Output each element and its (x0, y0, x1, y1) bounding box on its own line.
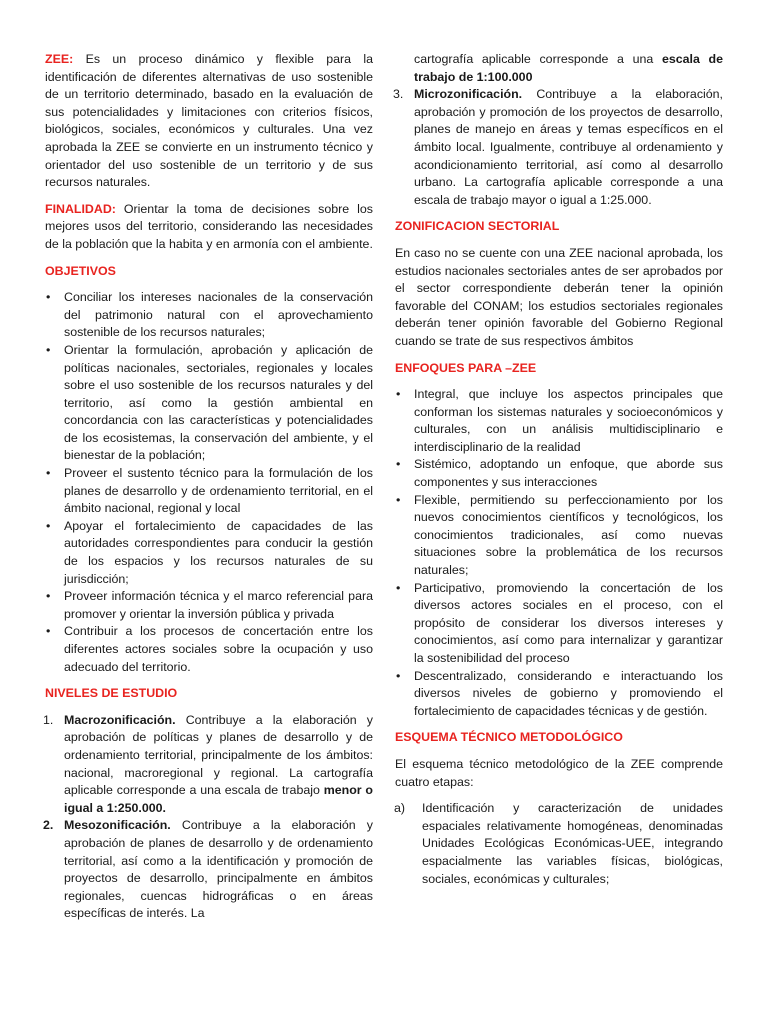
bullet-icon: • (396, 580, 401, 595)
objetivos-list (45, 289, 373, 676)
bullet-icon: • (46, 589, 51, 604)
list-item: • Contribuir a los procesos de concertación entre los diferentes actores sociales sobre la ocupación y uso adecuado del territorio. (46, 624, 373, 674)
list-item: • Proveer información técnica y el marco referencial para promover y orientar la inversión pública y privada (46, 589, 373, 621)
etapas-list (395, 800, 723, 888)
nivel-item-2-continued (395, 51, 723, 86)
list-item: • Sistémico, adoptando un enfoque, que aborde sus componentes y sus interacciones (396, 457, 723, 490)
list-item: • Flexible, permitiendo su perfeccionamiento por los nuevos conocimientos científicos y tecnológicos, los conocimientos tradicionales, así como nuevas situaciones sobre la problemática de los recursos naturales; (396, 492, 723, 578)
esquema-heading: ESQUEMA TÉCNICO METODOLÓGICO (395, 730, 623, 745)
etapa-item-a (395, 800, 723, 888)
nivel-text: cartografía aplicable corresponde a una (414, 52, 662, 66)
item-letter: a) (394, 801, 406, 816)
nivel-text: Contribuye a la elaboración, aprobación y promoción de los proyectos de desarrollo, planes de manejo en áreas y temas específicos en el ámbito local. Igualmente, contribuye al ordenamiento y acondicionamiento territorial, así como al desarrollo urbano. La cartografía aplicable corresponde a una escala de trabajo mayor o igual a 1:25.000. (414, 87, 723, 207)
nivel-title: Macrozonificación. (64, 712, 176, 727)
zonificacion-text: En caso no se cuente con una ZEE nacional aprobada, los estudios nacionales sectoriales antes de ser aprobados por el sector correspondiente deberán tener la opinión favorable del CONAM; los estudios sectoriales regionales deberán tener opinión favorable del Gobierno Regional cuando se trate de sus respectivos ámbitos (395, 245, 723, 348)
list-item: • Integral, que incluye los aspectos principales que conforman los sistemas naturales y socioeconómicos y culturales, con un análisis multidisciplinario e interdisciplinario de la realidad (396, 387, 723, 454)
list-item: • Participativo, promoviendo la concertación de los diversos actores sociales en el proceso, con el propósito de considerar los diversos intereses y conocimientos, así como para internalizar y garantizar la sostenibilidad del proceso (396, 580, 723, 665)
nivel-item-3 (395, 86, 723, 209)
enfoques-heading: ENFOQUES PARA –ZEE (395, 360, 537, 375)
enfoques-list (395, 386, 723, 720)
item-number: 1. (43, 712, 54, 727)
zee-label: ZEE: (45, 52, 74, 66)
nivel-scale: escala de trabajo de 1:100.000 (414, 52, 723, 84)
nivel-item-2 (45, 817, 373, 923)
etapa-text: Identificación y caracterización de unidades espaciales relativamente homogéneas, denominadas Unidades Ecológicas Económicas-UEE, integrando espacialmente las variables físicas, biológicas, sociales, económicas y culturales; (422, 801, 723, 886)
zee-definition (45, 51, 373, 192)
list-item: • Descentralizado, considerando e interactuando los diversos niveles de gobierno y promoviendo el fortalecimiento de capacidades técnicas y de gestión. (396, 668, 723, 718)
bullet-icon: • (46, 290, 51, 305)
bullet-icon: • (396, 668, 401, 683)
nivel-text: Contribuye a la elaboración y aprobación de planes de desarrollo y de ordenamiento territorial, así como a la identificación y promoción de proyectos de desarrollo, principalmente en ámbitos regionales, cuencas hidrográficas o en áreas específicas de interés. La (64, 818, 373, 921)
bullet-icon: • (46, 466, 51, 481)
niveles-heading: NIVELES DE ESTUDIO (45, 686, 178, 701)
zee-text: Es un proceso dinámico y flexible para la identificación de diferentes alternativas de uso sostenible de un territorio determinado, basado en la evaluación de sus potencialidades y limitaciones con criterios físicos, biológicos, sociales, económicos y culturales. Una vez aprobada la ZEE se convierte en un instrumento técnico y orientador del uso sostenible de un territorio y de sus recursos naturales. (45, 52, 374, 190)
nivel-item-1 (45, 712, 373, 818)
finalidad-paragraph (45, 201, 373, 254)
niveles-list-continued (395, 51, 723, 209)
item-number: 2. (43, 818, 54, 833)
esquema-text: El esquema técnico metodológico de la ZEE comprende cuatro etapas: (395, 756, 723, 789)
bullet-icon: • (46, 624, 51, 639)
left-column (45, 51, 373, 932)
finalidad-text: Orientar la toma de decisiones sobre los mejores usos del territorio, considerando las necesidades de la población que la habita y en armonía con el ambiente. (45, 201, 373, 251)
list-item: • Proveer el sustento técnico para la formulación de los planes de desarrollo y de ordenamiento territorial, en el ámbito nacional, regional y local (46, 466, 373, 516)
nivel-title: Microzonificación. (414, 87, 523, 102)
objetivos-heading: OBJETIVOS (45, 263, 116, 278)
right-column (395, 51, 723, 897)
bullet-icon: • (46, 342, 51, 357)
list-item: • Apoyar el fortalecimiento de capacidades de las autoridades correspondientes para conducir la gestión de los espacios y los recursos naturales de su jurisdicción; (46, 518, 373, 586)
bullet-icon: • (396, 457, 401, 472)
nivel-scale: menor o igual a 1:250.000. (64, 783, 373, 815)
niveles-list (45, 712, 373, 923)
list-item: • Orientar la formulación, aprobación y aplicación de políticas nacionales, sectoriales, regionales y locales sobre el uso sostenible de los recursos naturales y del territorio, así como la gestión ambiental en concordancia con las características y potencialidades de los ecosistemas, la conservación del ambiente, y el bienestar de la población; (46, 342, 373, 463)
bullet-icon: • (46, 518, 51, 533)
bullet-icon: • (396, 387, 401, 402)
bullet-icon: • (396, 492, 401, 507)
item-number: 3. (393, 87, 404, 102)
list-item: • Conciliar los intereses nacionales de la conservación del patrimonio natural con el aprovechamiento sostenible de los recursos naturales; (46, 290, 373, 340)
finalidad-label: FINALIDAD: (45, 201, 116, 216)
nivel-text: Contribuye a la elaboración y aprobación de políticas y planes de desarrollo y de ordenamiento territorial, principalmente de los ámbitos: nacional, macroregional y regional. La cartografía aplicable corresponde a una escala de trabajo (64, 712, 373, 798)
zonificacion-heading: ZONIFICACION SECTORIAL (395, 219, 560, 234)
nivel-title: Mesozonificación. (64, 818, 171, 833)
